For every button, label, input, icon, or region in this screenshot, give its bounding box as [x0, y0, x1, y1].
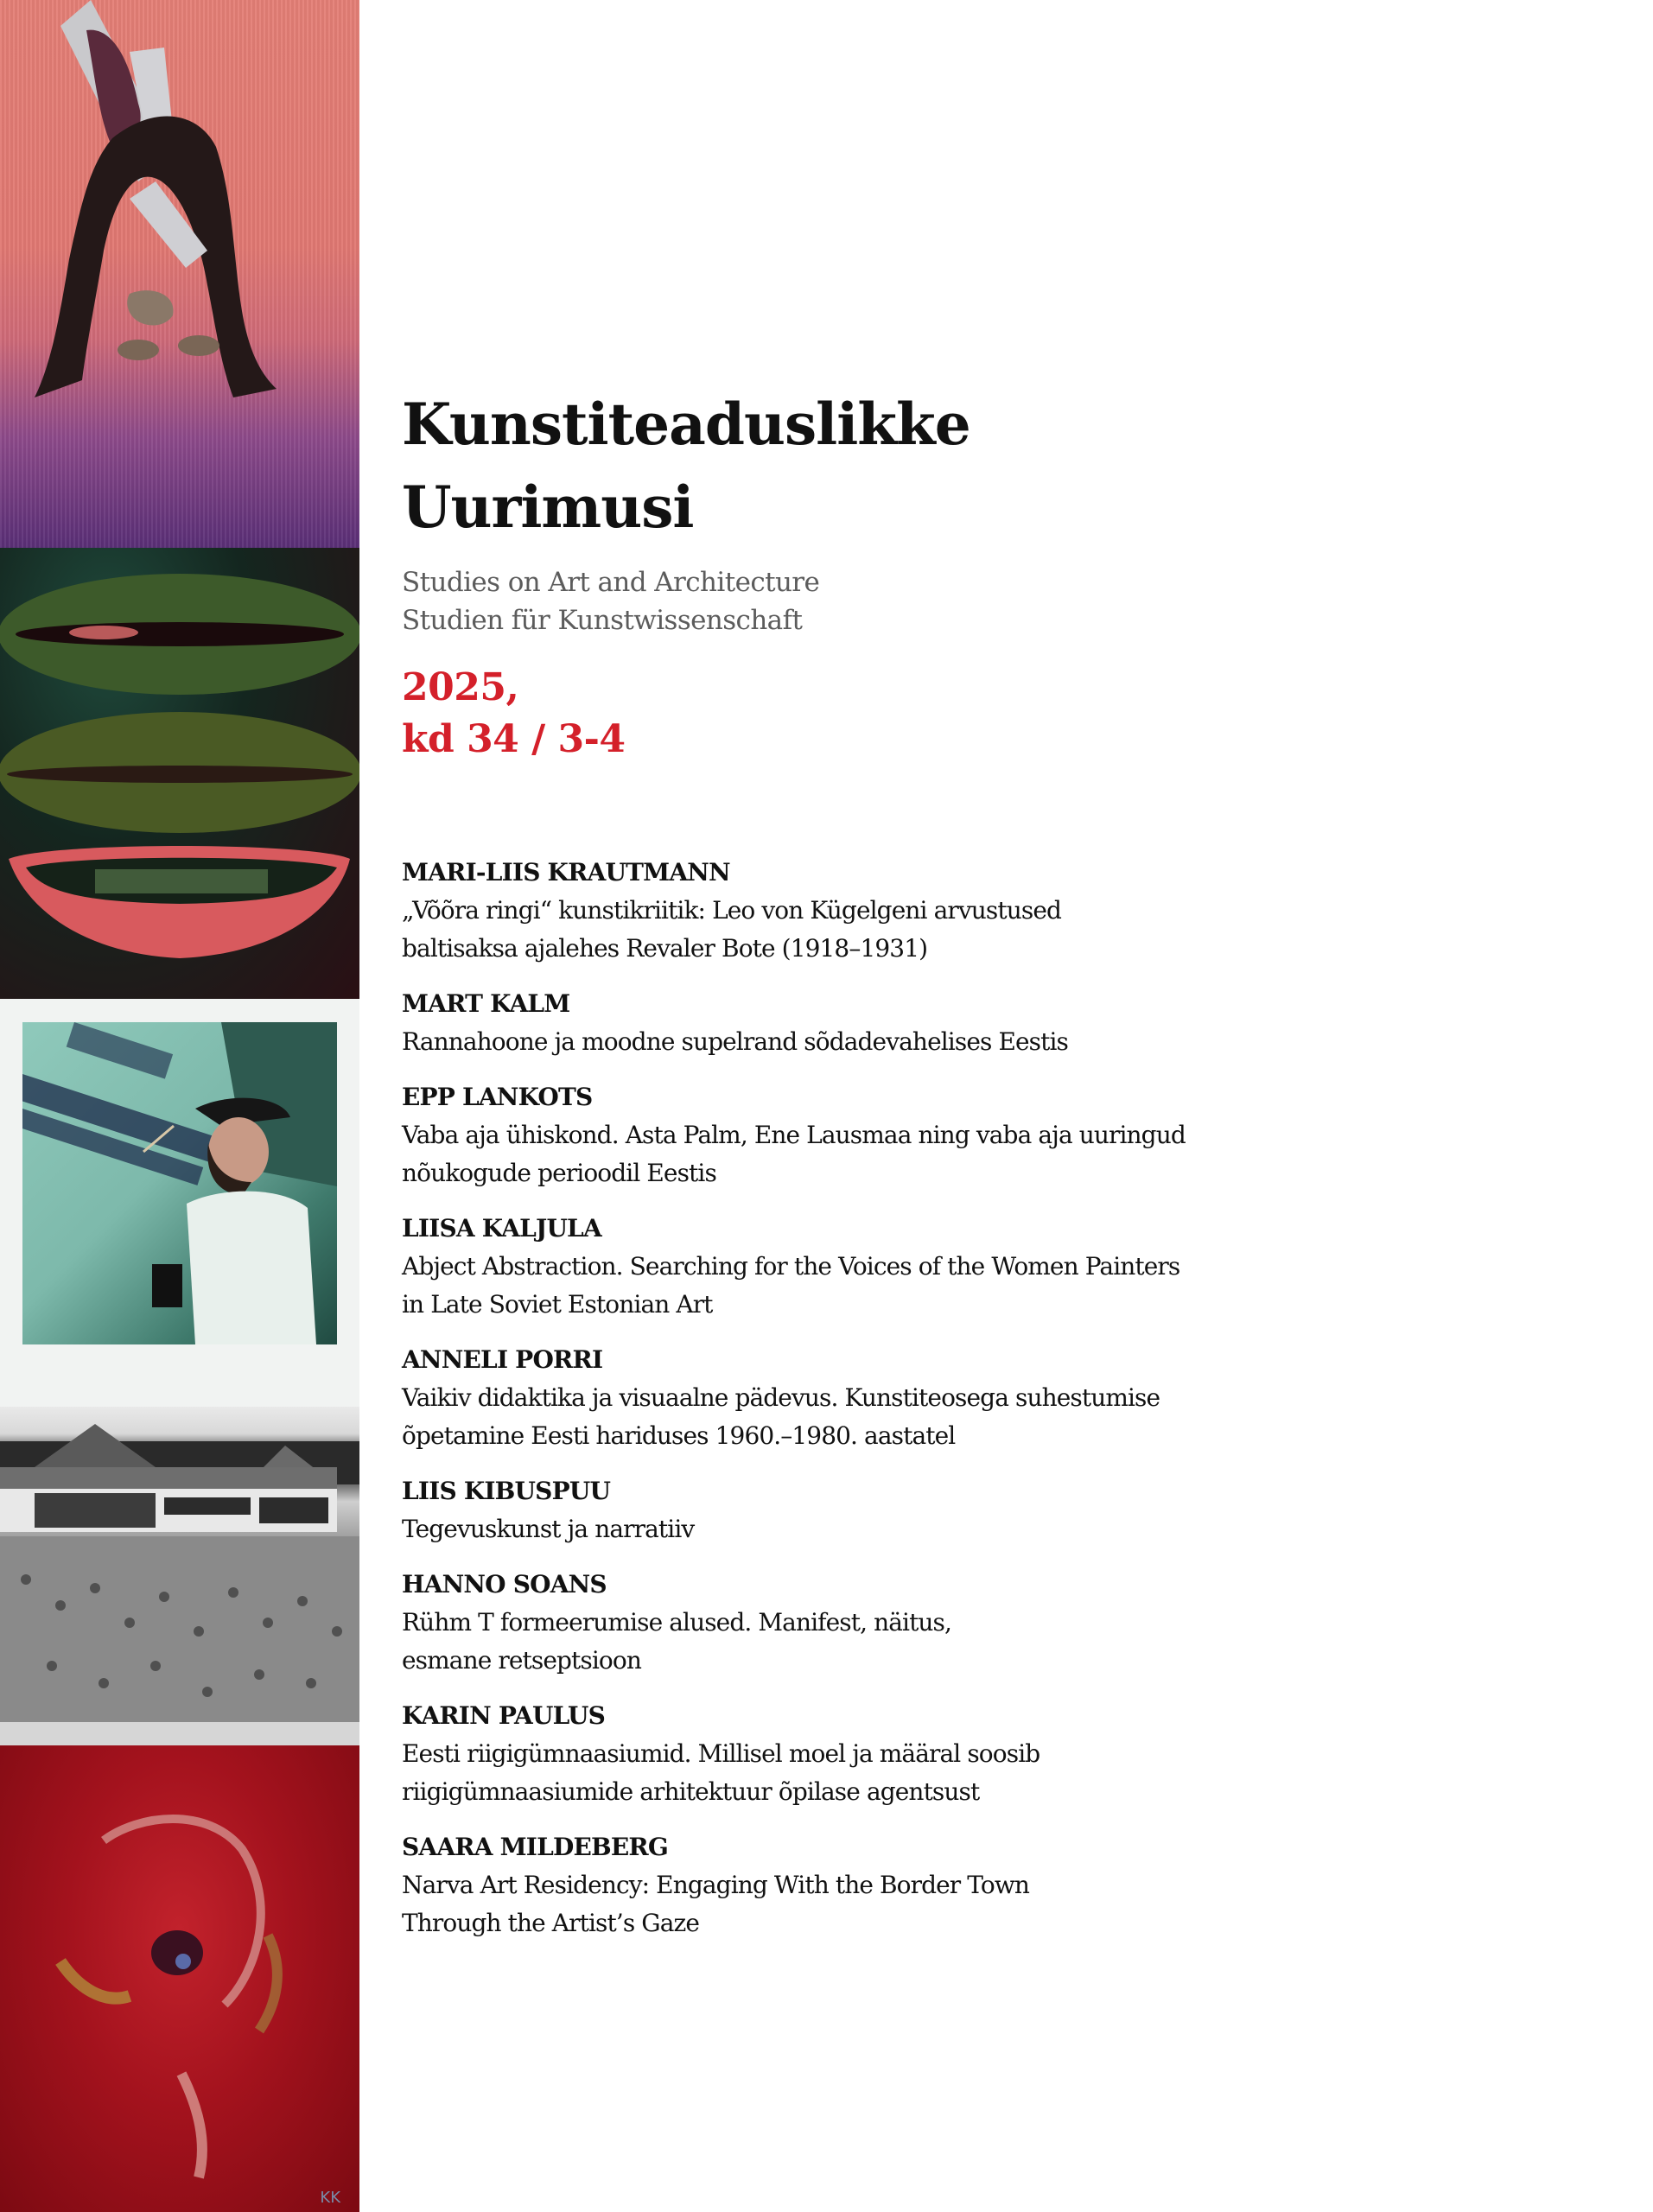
- table-of-contents: [402, 854, 1612, 1960]
- toc-entry: [402, 1078, 1612, 1192]
- entry-author: KARIN PAULUS: [402, 1701, 605, 1730]
- toc-entry: [402, 1828, 1612, 1942]
- toc-entry: [402, 1566, 1612, 1680]
- entry-title-line: Tegevuskunst ja narratiiv: [402, 1515, 695, 1543]
- journal-title-line-1: Kunstiteaduslikke: [402, 391, 970, 458]
- entry-author: SAARA MILDEBERG: [402, 1833, 669, 1861]
- painting-legs-collage: [0, 0, 359, 548]
- entry-title-line: Eesti riigigümnaasiumid. Millisel moel ja määral soosib: [402, 1739, 1040, 1768]
- beach-pavilion-photo: [0, 1407, 359, 1745]
- toc-entry: [402, 854, 1612, 968]
- painting-lips: [0, 548, 359, 999]
- journal-subtitle-german: Studien für Kunstwissenschaft: [402, 605, 803, 636]
- entry-title-line: in Late Soviet Estonian Art: [402, 1290, 713, 1319]
- entry-title-line: riigigümnaasiumide arhitektuur õpilase agentsust: [402, 1777, 980, 1806]
- legs-figure-illustration: [0, 0, 359, 548]
- entry-title-line: Rühm T formeerumise alused. Manifest, näitus,: [402, 1608, 952, 1637]
- entry-author: EPP LANKOTS: [402, 1083, 593, 1111]
- painting-signature: KK: [320, 2189, 340, 2207]
- cover-image-strip: [0, 0, 359, 2212]
- entry-title-line: nõukogude perioodil Eestis: [402, 1159, 716, 1187]
- polaroid-photo-painter: [0, 999, 359, 1407]
- entry-title-line: esmane retseptsioon: [402, 1646, 641, 1675]
- entry-title-line: baltisaksa ajalehes Revaler Bote (1918–1931): [402, 934, 928, 963]
- lips-illustration: [0, 548, 359, 999]
- toc-entry: [402, 1697, 1612, 1811]
- entry-title-line: Rannahoone ja moodne supelrand sõdadevahelises Eestis: [402, 1027, 1069, 1056]
- entry-title-line: Through the Artist’s Gaze: [402, 1909, 700, 1937]
- entry-author: LIIS KIBUSPUU: [402, 1477, 611, 1505]
- painting-red-abstract: [0, 1745, 359, 2212]
- entry-title-line: „Võõra ringi“ kunstikriitik: Leo von Kügelgeni arvustused: [402, 896, 1062, 925]
- red-abstract-illustration: [0, 1745, 359, 2212]
- toc-entry: [402, 1472, 1612, 1548]
- entry-title-line: õpetamine Eesti hariduses 1960.–1980. aastatel: [402, 1421, 956, 1450]
- issue-year: 2025,: [402, 665, 519, 709]
- polaroid-image: [22, 1022, 337, 1344]
- toc-entry: [402, 1210, 1612, 1324]
- entry-title-line: Abject Abstraction. Searching for the Voices of the Women Painters: [402, 1252, 1180, 1281]
- entry-title-line: Narva Art Residency: Engaging With the Border Town: [402, 1871, 1030, 1899]
- entry-title-line: Vaikiv didaktika ja visuaalne pädevus. Kunstiteosega suhestumise: [402, 1383, 1160, 1412]
- entry-author: MARI-LIIS KRAUTMANN: [402, 858, 730, 887]
- entry-title-line: Vaba aja ühiskond. Asta Palm, Ene Lausmaa ning vaba aja uuringud: [402, 1121, 1186, 1149]
- journal-subtitle-english: Studies on Art and Architecture: [402, 567, 820, 598]
- man-painting-wall-illustration: [22, 1022, 337, 1344]
- entry-author: HANNO SOANS: [402, 1570, 607, 1599]
- journal-title-line-2: Uurimusi: [402, 474, 694, 541]
- toc-entry: [402, 1341, 1612, 1455]
- beach-crowd-illustration: [0, 1407, 359, 1745]
- entry-author: MART KALM: [402, 989, 570, 1018]
- entry-author: ANNELI PORRI: [402, 1345, 603, 1374]
- toc-entry: [402, 985, 1612, 1061]
- entry-author: LIISA KALJULA: [402, 1214, 601, 1243]
- issue-volume: kd 34 / 3-4: [402, 717, 626, 761]
